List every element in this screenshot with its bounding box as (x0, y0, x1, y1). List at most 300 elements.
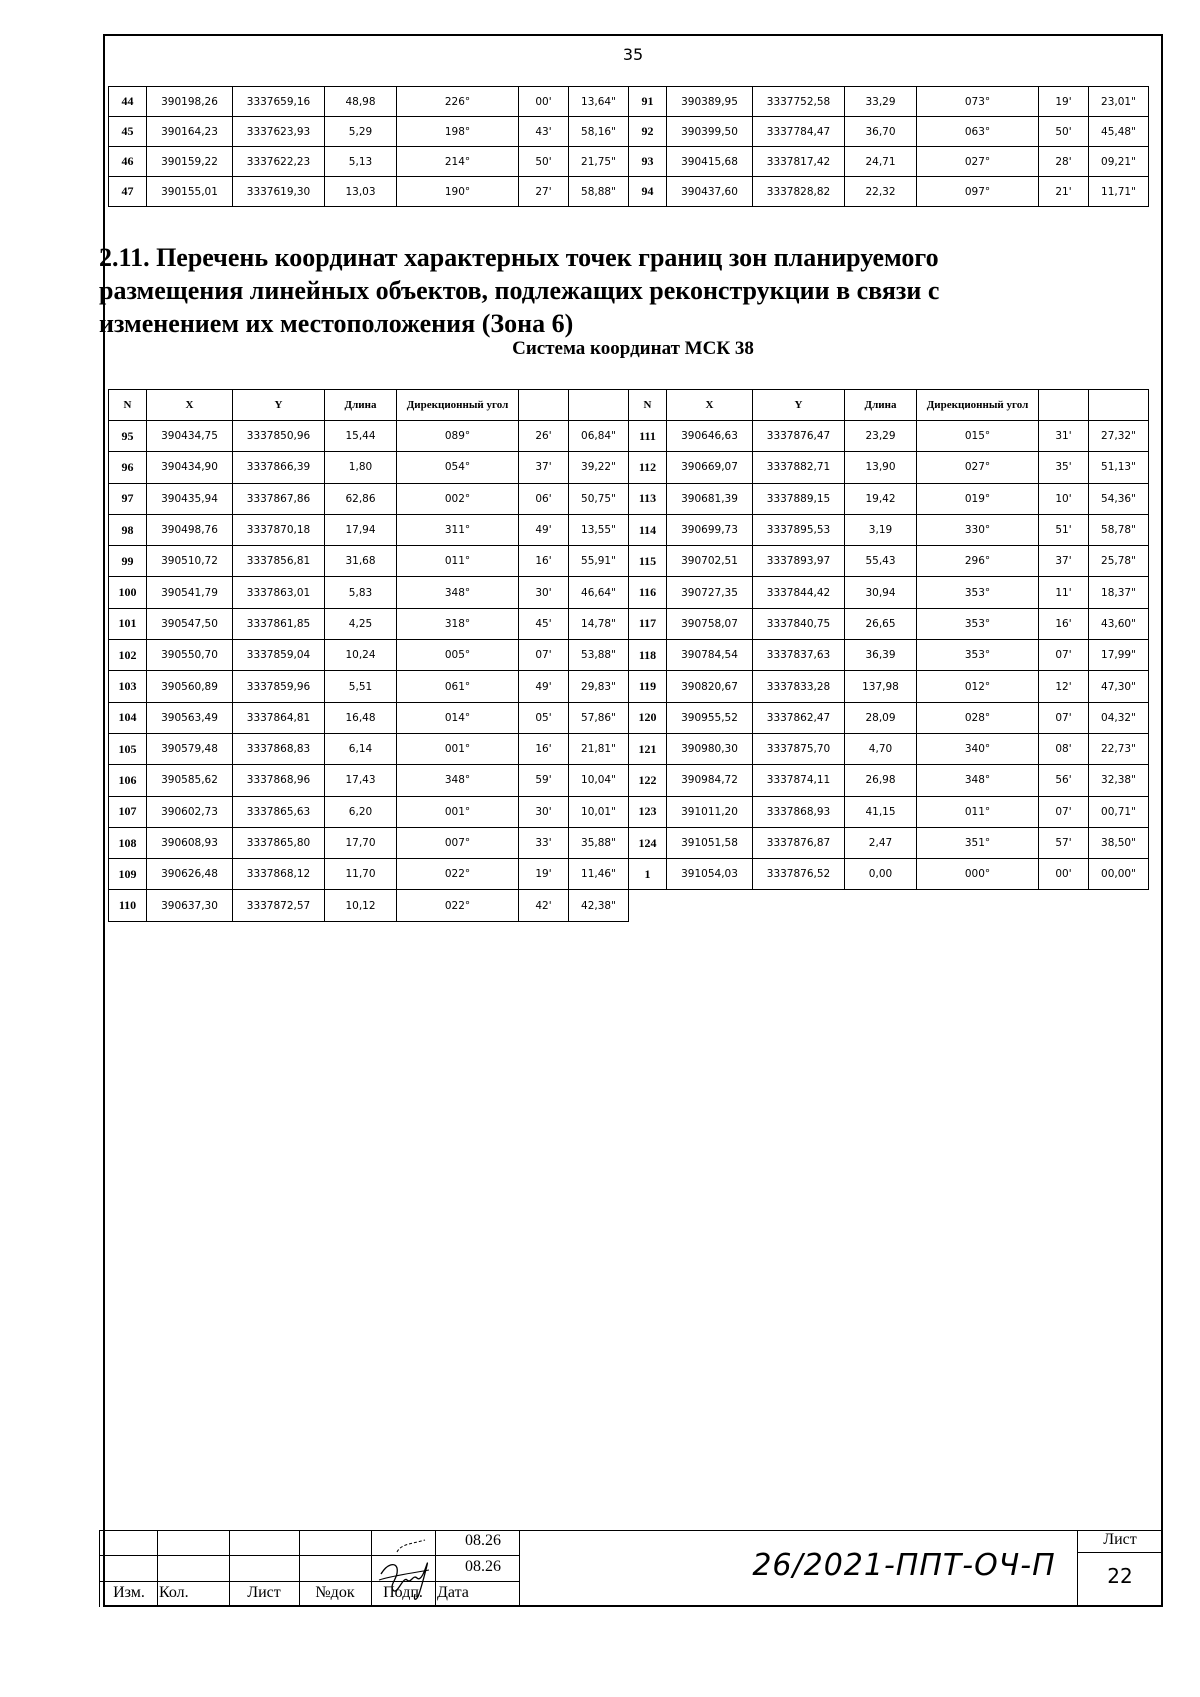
table-cell: 390434,75 (147, 421, 233, 452)
table-cell: 054° (397, 452, 519, 483)
table-cell: 07' (519, 640, 569, 671)
header-x: X (147, 390, 233, 421)
table-cell: 47,30" (1089, 671, 1149, 702)
table-row (109, 827, 1149, 858)
header-seconds (1089, 390, 1149, 421)
table-cell: 390550,70 (147, 640, 233, 671)
header-length: Длина (325, 390, 397, 421)
table-cell: 27' (519, 177, 569, 207)
table-cell: 3337868,12 (233, 859, 325, 890)
table-cell: 30' (519, 796, 569, 827)
table-cell: 097° (917, 177, 1039, 207)
table-cell: 3337895,53 (753, 514, 845, 545)
table-cell: 390602,73 (147, 796, 233, 827)
table-cell: 390820,67 (667, 671, 753, 702)
table-cell: 3337659,16 (233, 87, 325, 117)
coordinates-table (108, 389, 1149, 922)
table-cell: 3337865,80 (233, 827, 325, 858)
table-cell: 390399,50 (667, 117, 753, 147)
table-cell: 57' (1039, 827, 1089, 858)
table-cell: 027° (917, 452, 1039, 483)
header-bearing: Дирекционный угол (397, 390, 519, 421)
table-cell: 58,88" (569, 177, 629, 207)
table-cell: 59' (519, 765, 569, 796)
point-number: 1 (629, 859, 667, 890)
table-cell: 00' (1039, 859, 1089, 890)
point-number: 107 (109, 796, 147, 827)
table-cell: 23,01" (1089, 87, 1149, 117)
table-cell: 390681,39 (667, 483, 753, 514)
table-cell: 390984,72 (667, 765, 753, 796)
empty-cell (629, 890, 667, 921)
table-cell: 50' (519, 147, 569, 177)
table-cell: 390980,30 (667, 733, 753, 764)
title-block (99, 1530, 1163, 1607)
header-bearing: Дирекционный угол (917, 390, 1039, 421)
table-cell: 063° (917, 117, 1039, 147)
table-cell: 390159,22 (147, 147, 233, 177)
coordinate-system-label: Система координат МСК 38 (512, 338, 754, 359)
point-number: 109 (109, 859, 147, 890)
table-cell: 3337817,42 (753, 147, 845, 177)
table-cell: 5,29 (325, 117, 397, 147)
table-cell: 21,81" (569, 733, 629, 764)
table-cell: 33,29 (845, 87, 917, 117)
table-cell: 42' (519, 890, 569, 921)
point-number: 117 (629, 608, 667, 639)
table-cell: 06,84" (569, 421, 629, 452)
page-number: 35 (622, 45, 644, 64)
table-cell: 351° (917, 827, 1039, 858)
point-number: 93 (629, 147, 667, 177)
table-cell: 3337866,39 (233, 452, 325, 483)
table-cell: 3337875,70 (753, 733, 845, 764)
table-cell: 022° (397, 890, 519, 921)
table-cell: 55,43 (845, 546, 917, 577)
point-number: 121 (629, 733, 667, 764)
table-cell: 21,75" (569, 147, 629, 177)
point-number: 113 (629, 483, 667, 514)
table-cell: 3337863,01 (233, 577, 325, 608)
table-cell: 46,64" (569, 577, 629, 608)
table-cell: 07' (1039, 702, 1089, 733)
table-cell: 296° (917, 546, 1039, 577)
table-cell: 391054,03 (667, 859, 753, 890)
stamp-label-date: Дата (437, 1584, 469, 1601)
point-number: 91 (629, 87, 667, 117)
table-cell: 25,78" (1089, 546, 1149, 577)
table-cell: 22,32 (845, 177, 917, 207)
table-cell: 390669,07 (667, 452, 753, 483)
table-cell: 390955,52 (667, 702, 753, 733)
point-number: 108 (109, 827, 147, 858)
table-cell: 24,71 (845, 147, 917, 177)
point-number: 118 (629, 640, 667, 671)
point-number: 104 (109, 702, 147, 733)
table-cell: 190° (397, 177, 519, 207)
table-cell: 5,83 (325, 577, 397, 608)
table-cell: 3337876,52 (753, 859, 845, 890)
table-cell: 3337844,42 (753, 577, 845, 608)
table-cell: 00,71" (1089, 796, 1149, 827)
point-number: 120 (629, 702, 667, 733)
table-cell: 23,29 (845, 421, 917, 452)
table-cell: 390547,50 (147, 608, 233, 639)
empty-cell (845, 890, 917, 921)
table-cell: 13,90 (845, 452, 917, 483)
point-number: 110 (109, 890, 147, 921)
point-number: 44 (109, 87, 147, 117)
table-cell: 348° (917, 765, 1039, 796)
table-cell: 17,94 (325, 514, 397, 545)
table-cell: 330° (917, 514, 1039, 545)
table-cell: 015° (917, 421, 1039, 452)
table-row (109, 702, 1149, 733)
table-header-row (109, 390, 1149, 421)
point-number: 97 (109, 483, 147, 514)
table-row (109, 177, 1149, 207)
table-cell: 16' (1039, 608, 1089, 639)
table-cell: 390560,89 (147, 671, 233, 702)
table-cell: 42,38" (569, 890, 629, 921)
table-cell: 3337622,23 (233, 147, 325, 177)
table-cell: 3337856,81 (233, 546, 325, 577)
table-cell: 3337828,82 (753, 177, 845, 207)
table-cell: 3337868,83 (233, 733, 325, 764)
header-y: Y (753, 390, 845, 421)
table-cell: 10' (1039, 483, 1089, 514)
table-cell: 3337876,47 (753, 421, 845, 452)
table-cell: 50,75" (569, 483, 629, 514)
table-cell: 10,01" (569, 796, 629, 827)
table-cell: 390498,76 (147, 514, 233, 545)
table-cell: 3337859,96 (233, 671, 325, 702)
table-cell: 2,47 (845, 827, 917, 858)
header-n: N (109, 390, 147, 421)
table-cell: 001° (397, 733, 519, 764)
table-row (109, 796, 1149, 827)
point-number: 45 (109, 117, 147, 147)
table-row (109, 671, 1149, 702)
table-cell: 14,78" (569, 608, 629, 639)
table-cell: 15,44 (325, 421, 397, 452)
section-title (99, 241, 1163, 340)
table-cell: 390541,79 (147, 577, 233, 608)
table-cell: 3337837,63 (753, 640, 845, 671)
table-cell: 390646,63 (667, 421, 753, 452)
table-cell: 3337876,87 (753, 827, 845, 858)
table-cell: 31' (1039, 421, 1089, 452)
header-minutes (1039, 390, 1089, 421)
coordinates-table-continued (108, 86, 1149, 207)
table-cell: 390699,73 (667, 514, 753, 545)
point-number: 98 (109, 514, 147, 545)
empty-cell (917, 890, 1039, 921)
section-title-line: изменением их местоположения (Зона 6) (99, 309, 574, 338)
table-cell: 3337865,63 (233, 796, 325, 827)
point-number: 112 (629, 452, 667, 483)
table-cell: 4,70 (845, 733, 917, 764)
table-cell: 32,38" (1089, 765, 1149, 796)
table-cell: 37' (1039, 546, 1089, 577)
stamp-label-docnum: №док (315, 1584, 355, 1601)
table-cell: 45,48" (1089, 117, 1149, 147)
table-cell: 10,12 (325, 890, 397, 921)
table-cell: 390434,90 (147, 452, 233, 483)
table-cell: 3337623,93 (233, 117, 325, 147)
table-cell: 6,20 (325, 796, 397, 827)
stamp-label-change: Изм. (113, 1584, 145, 1601)
table-cell: 45' (519, 608, 569, 639)
table-cell: 390435,94 (147, 483, 233, 514)
table-cell: 54,36" (1089, 483, 1149, 514)
table-cell: 19' (519, 859, 569, 890)
table-row (109, 483, 1149, 514)
table-cell: 27,32" (1089, 421, 1149, 452)
table-cell: 04,32" (1089, 702, 1149, 733)
empty-cell (667, 890, 753, 921)
table-cell: 07' (1039, 796, 1089, 827)
table-cell: 43,60" (1089, 608, 1149, 639)
table-cell: 51,13" (1089, 452, 1149, 483)
table-cell: 57,86" (569, 702, 629, 733)
table-cell: 390727,35 (667, 577, 753, 608)
table-cell: 007° (397, 827, 519, 858)
stamp-label-signature: Подп. (383, 1584, 423, 1601)
point-number: 95 (109, 421, 147, 452)
table-cell: 37' (519, 452, 569, 483)
table-cell: 028° (917, 702, 1039, 733)
table-cell: 26,98 (845, 765, 917, 796)
table-cell: 12' (1039, 671, 1089, 702)
table-cell: 5,13 (325, 147, 397, 177)
point-number: 102 (109, 640, 147, 671)
table-cell: 51' (1039, 514, 1089, 545)
table-cell: 390784,54 (667, 640, 753, 671)
table-cell: 00' (519, 87, 569, 117)
table-cell: 13,03 (325, 177, 397, 207)
table-cell: 17,99" (1089, 640, 1149, 671)
table-cell: 089° (397, 421, 519, 452)
table-cell: 3337862,47 (753, 702, 845, 733)
point-number: 106 (109, 765, 147, 796)
sheet-label: Лист (1103, 1531, 1137, 1548)
table-cell: 29,83" (569, 671, 629, 702)
table-cell: 19,42 (845, 483, 917, 514)
table-cell: 353° (917, 577, 1039, 608)
section-title-line: 2.11. Перечень координат характерных точек границ зон планируемого (99, 243, 939, 272)
point-number: 111 (629, 421, 667, 452)
table-cell: 3337861,85 (233, 608, 325, 639)
table-cell: 390585,62 (147, 765, 233, 796)
table-cell: 390437,60 (667, 177, 753, 207)
table-cell: 56' (1039, 765, 1089, 796)
document-code: 26/2021-ППТ-ОЧ-П (752, 1548, 1056, 1583)
table-cell: 391011,20 (667, 796, 753, 827)
table-row (109, 514, 1149, 545)
point-number: 94 (629, 177, 667, 207)
table-cell: 30,94 (845, 577, 917, 608)
header-y: Y (233, 390, 325, 421)
table-cell: 38,50" (1089, 827, 1149, 858)
point-number: 101 (109, 608, 147, 639)
table-cell: 50' (1039, 117, 1089, 147)
table-cell: 07' (1039, 640, 1089, 671)
table-cell: 3337872,57 (233, 890, 325, 921)
table-cell: 390415,68 (667, 147, 753, 177)
table-cell: 198° (397, 117, 519, 147)
table-row (109, 733, 1149, 764)
table-row (109, 452, 1149, 483)
point-number: 96 (109, 452, 147, 483)
table-cell: 35,88" (569, 827, 629, 858)
table-cell: 18,37" (1089, 577, 1149, 608)
table-cell: 390579,48 (147, 733, 233, 764)
table-cell: 43' (519, 117, 569, 147)
table-cell: 3337850,96 (233, 421, 325, 452)
stamp-label-count: Кол. (159, 1584, 189, 1601)
point-number: 122 (629, 765, 667, 796)
sheet-number: 22 (1107, 1564, 1133, 1588)
table-cell: 05' (519, 702, 569, 733)
table-cell: 58,78" (1089, 514, 1149, 545)
table-cell: 3337889,15 (753, 483, 845, 514)
table-cell: 5,51 (325, 671, 397, 702)
table-cell: 000° (917, 859, 1039, 890)
table-row (109, 147, 1149, 177)
point-number: 99 (109, 546, 147, 577)
table-cell: 17,43 (325, 765, 397, 796)
table-cell: 014° (397, 702, 519, 733)
header-length: Длина (845, 390, 917, 421)
table-cell: 3337882,71 (753, 452, 845, 483)
point-number: 115 (629, 546, 667, 577)
table-cell: 390758,07 (667, 608, 753, 639)
table-cell: 137,98 (845, 671, 917, 702)
table-cell: 17,70 (325, 827, 397, 858)
table-cell: 33' (519, 827, 569, 858)
table-cell: 353° (917, 608, 1039, 639)
point-number: 47 (109, 177, 147, 207)
table-cell: 390164,23 (147, 117, 233, 147)
point-number: 46 (109, 147, 147, 177)
table-row (109, 640, 1149, 671)
point-number: 103 (109, 671, 147, 702)
table-cell: 022° (397, 859, 519, 890)
point-number: 114 (629, 514, 667, 545)
table-cell: 3,19 (845, 514, 917, 545)
table-cell: 10,04" (569, 765, 629, 796)
table-cell: 06' (519, 483, 569, 514)
header-seconds (569, 390, 629, 421)
table-cell: 58,16" (569, 117, 629, 147)
table-cell: 390389,95 (667, 87, 753, 117)
table-row (109, 117, 1149, 147)
point-number: 100 (109, 577, 147, 608)
table-cell: 390637,30 (147, 890, 233, 921)
table-cell: 012° (917, 671, 1039, 702)
table-cell: 3337752,58 (753, 87, 845, 117)
table-cell: 19' (1039, 87, 1089, 117)
table-cell: 390626,48 (147, 859, 233, 890)
table-cell: 0,00 (845, 859, 917, 890)
table-cell: 1,80 (325, 452, 397, 483)
table-cell: 10,24 (325, 640, 397, 671)
table-cell: 09,21" (1089, 147, 1149, 177)
table-cell: 53,88" (569, 640, 629, 671)
table-cell: 011° (397, 546, 519, 577)
table-cell: 22,73" (1089, 733, 1149, 764)
table-cell: 11,71" (1089, 177, 1149, 207)
table-row (109, 859, 1149, 890)
table-cell: 005° (397, 640, 519, 671)
table-cell: 226° (397, 87, 519, 117)
date-cell-2: 08.26 (465, 1558, 501, 1575)
table-cell: 08' (1039, 733, 1089, 764)
table-cell: 3337833,28 (753, 671, 845, 702)
table-cell: 28' (1039, 147, 1089, 177)
table-cell: 3337867,86 (233, 483, 325, 514)
point-number: 105 (109, 733, 147, 764)
table-cell: 340° (917, 733, 1039, 764)
point-number: 116 (629, 577, 667, 608)
stamp-label-sheet: Лист (247, 1584, 281, 1601)
table-cell: 55,91" (569, 546, 629, 577)
table-cell: 13,64" (569, 87, 629, 117)
table-cell: 36,39 (845, 640, 917, 671)
table-cell: 11,70 (325, 859, 397, 890)
table-cell: 36,70 (845, 117, 917, 147)
table-cell: 390198,26 (147, 87, 233, 117)
table-row (109, 608, 1149, 639)
table-cell: 3337784,47 (753, 117, 845, 147)
table-cell: 011° (917, 796, 1039, 827)
header-x: X (667, 390, 753, 421)
table-cell: 3337864,81 (233, 702, 325, 733)
point-number: 124 (629, 827, 667, 858)
table-row (109, 546, 1149, 577)
table-cell: 073° (917, 87, 1039, 117)
table-cell: 390608,93 (147, 827, 233, 858)
table-cell: 13,55" (569, 514, 629, 545)
date-cell-1: 08.26 (465, 1532, 501, 1549)
table-cell: 3337868,93 (753, 796, 845, 827)
table-cell: 027° (917, 147, 1039, 177)
table-cell: 390510,72 (147, 546, 233, 577)
table-row (109, 87, 1149, 117)
table-cell: 3337870,18 (233, 514, 325, 545)
table-cell: 3337619,30 (233, 177, 325, 207)
table-cell: 002° (397, 483, 519, 514)
point-number: 123 (629, 796, 667, 827)
table-cell: 001° (397, 796, 519, 827)
table-cell: 348° (397, 765, 519, 796)
table-cell: 390702,51 (667, 546, 753, 577)
table-cell: 49' (519, 671, 569, 702)
table-cell: 318° (397, 608, 519, 639)
table-cell: 62,86 (325, 483, 397, 514)
table-cell: 3337874,11 (753, 765, 845, 796)
empty-cell (1039, 890, 1089, 921)
table-cell: 3337840,75 (753, 608, 845, 639)
section-title-line: размещения линейных объектов, подлежащих реконструкции в связи с (99, 276, 940, 305)
table-cell: 348° (397, 577, 519, 608)
header-n: N (629, 390, 667, 421)
table-row (109, 421, 1149, 452)
table-cell: 4,25 (325, 608, 397, 639)
table-cell: 16,48 (325, 702, 397, 733)
table-cell: 353° (917, 640, 1039, 671)
